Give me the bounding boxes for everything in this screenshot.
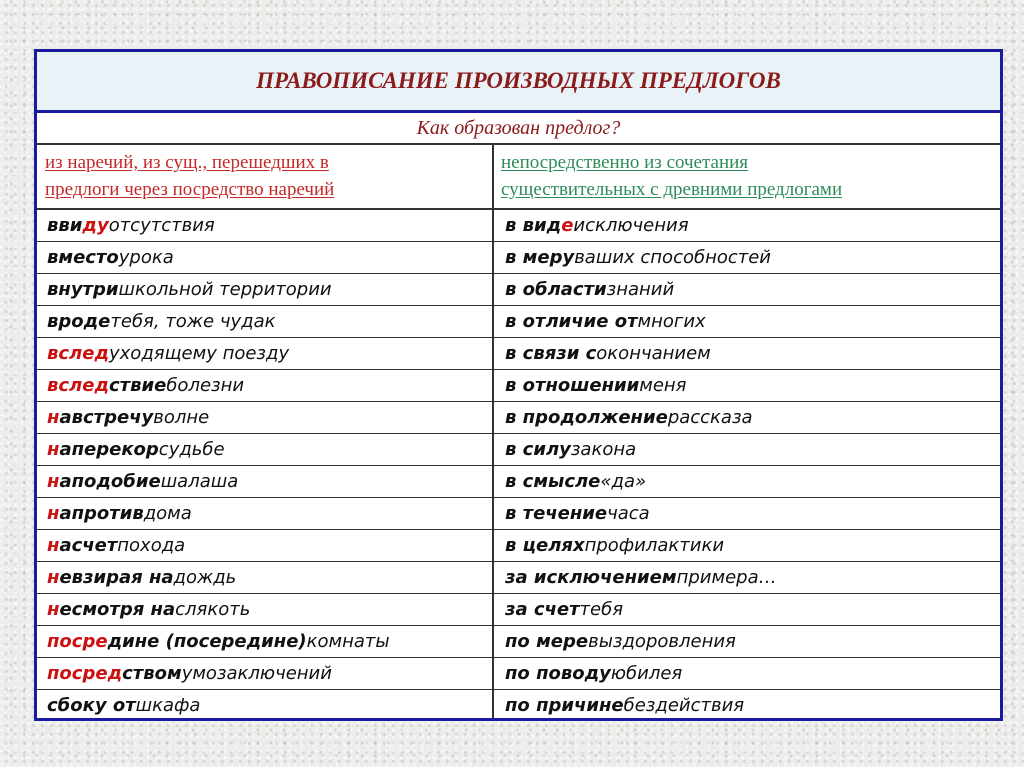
- preposition-cell-from-noun: [505, 402, 995, 433]
- page-title: ПРАВОПИСАНИЕ ПРОИЗВОДНЫХ ПРЕДЛОГОВ: [37, 52, 1000, 113]
- preposition-cell-from-adverb: [47, 274, 487, 305]
- example-text: меня: [639, 375, 687, 396]
- preposition-text: в отношении: [505, 375, 640, 396]
- preposition-text: дине (посередине): [107, 631, 307, 652]
- preposition-cell-from-noun: [505, 626, 995, 657]
- example-text: комнаты: [306, 631, 390, 652]
- preposition-text: в продолжение: [505, 407, 668, 428]
- preposition-cell-from-adverb: [47, 626, 487, 657]
- preposition-cell-from-noun: [505, 466, 995, 497]
- preposition-cell-from-adverb: [47, 498, 487, 529]
- table-row: [37, 498, 1000, 530]
- preposition-text: за исключением: [505, 567, 677, 588]
- preposition-cell-from-adverb: [47, 562, 487, 593]
- table-body: [37, 210, 1000, 722]
- preposition-text: в смысле: [505, 471, 601, 492]
- preposition-text: в вид: [505, 215, 562, 236]
- table-row: [37, 626, 1000, 658]
- example-text: выздоровления: [588, 631, 736, 652]
- example-text: примера…: [676, 567, 777, 588]
- table-row: [37, 370, 1000, 402]
- preposition-cell-from-adverb: [47, 210, 487, 241]
- example-text: «да»: [600, 471, 647, 492]
- preposition-cell-from-noun: [505, 370, 995, 401]
- example-text: тебя: [579, 599, 624, 620]
- preposition-cell-from-adverb: [47, 402, 487, 433]
- preposition-cell-from-noun: [505, 658, 995, 689]
- example-text: похода: [117, 535, 186, 556]
- table-row: [37, 274, 1000, 306]
- preposition-text: в целях: [505, 535, 585, 556]
- example-text: уходящему поезду: [109, 343, 290, 364]
- example-text: школьной территории: [118, 279, 332, 300]
- preposition-cell-from-adverb: [47, 434, 487, 465]
- column-header-line: существительных с древними предлогами: [501, 179, 843, 200]
- preposition-text: вви: [47, 215, 83, 236]
- preposition-cell-from-noun: [505, 530, 995, 561]
- example-text: судьбе: [158, 439, 225, 460]
- example-text: бездействия: [623, 695, 745, 716]
- example-text: волне: [153, 407, 210, 428]
- example-text: закона: [570, 439, 637, 460]
- example-text: ваших способностей: [574, 247, 772, 268]
- table-row: [37, 338, 1000, 370]
- preposition-text: аподобие: [59, 471, 161, 492]
- table-row: [37, 306, 1000, 338]
- preposition-text: ствие: [109, 375, 167, 396]
- column-header-line: предлоги через посредство наречий: [45, 179, 335, 200]
- example-text: исключения: [573, 215, 689, 236]
- preposition-cell-from-noun: [505, 562, 995, 593]
- table-row: [37, 594, 1000, 626]
- preposition-text: ством: [122, 663, 182, 684]
- preposition-text: н: [47, 439, 60, 460]
- preposition-cell-from-noun: [505, 594, 995, 625]
- preposition-cell-from-adverb: [47, 306, 487, 337]
- preposition-text: посре: [47, 631, 108, 652]
- column-header-from-nouns: [493, 145, 1000, 210]
- preposition-cell-from-noun: [505, 690, 995, 721]
- preposition-cell-from-noun: [505, 210, 995, 241]
- table-row: [37, 530, 1000, 562]
- table-row: [37, 690, 1000, 722]
- prepositions-table: [34, 49, 1003, 721]
- preposition-text: в отличие от: [505, 311, 638, 332]
- preposition-cell-from-adverb: [47, 338, 487, 369]
- preposition-text: евзирая на: [59, 567, 174, 588]
- example-text: профилактики: [584, 535, 725, 556]
- example-text: окончанием: [596, 343, 711, 364]
- preposition-text: вслед: [47, 375, 109, 396]
- preposition-cell-from-noun: [505, 338, 995, 369]
- preposition-text: е: [561, 215, 574, 236]
- example-text: тебя, тоже чудак: [110, 311, 276, 332]
- preposition-text: в связи с: [505, 343, 597, 364]
- preposition-text: по мере: [505, 631, 589, 652]
- preposition-cell-from-noun: [505, 434, 995, 465]
- table-subtitle: Как образован предлог?: [37, 113, 1000, 145]
- preposition-text: в силу: [505, 439, 571, 460]
- preposition-text: за счет: [505, 599, 580, 620]
- example-text: часа: [607, 503, 650, 524]
- preposition-text: вместо: [47, 247, 119, 268]
- preposition-text: австречу: [59, 407, 154, 428]
- table-row: [37, 466, 1000, 498]
- preposition-text: вроде: [47, 311, 111, 332]
- column-header-line: непосредственно из сочетания: [501, 152, 749, 173]
- preposition-cell-from-adverb: [47, 466, 487, 497]
- preposition-cell-from-noun: [505, 306, 995, 337]
- example-text: многих: [637, 311, 706, 332]
- example-text: шкафа: [135, 695, 201, 716]
- example-text: знаний: [606, 279, 675, 300]
- preposition-cell-from-noun: [505, 498, 995, 529]
- preposition-text: в меру: [505, 247, 575, 268]
- preposition-text: по причине: [505, 695, 624, 716]
- preposition-text: в течение: [505, 503, 608, 524]
- preposition-cell-from-adverb: [47, 594, 487, 625]
- example-text: дождь: [173, 567, 237, 588]
- preposition-cell-from-noun: [505, 274, 995, 305]
- example-text: слякоть: [175, 599, 251, 620]
- preposition-cell-from-adverb: [47, 242, 487, 273]
- preposition-text: апротив: [59, 503, 144, 524]
- preposition-cell-from-adverb: [47, 690, 487, 721]
- example-text: юбилея: [610, 663, 683, 684]
- preposition-text: у: [96, 215, 109, 236]
- example-text: урока: [118, 247, 174, 268]
- preposition-text: аперекор: [59, 439, 159, 460]
- table-row: [37, 210, 1000, 242]
- table-row: [37, 402, 1000, 434]
- preposition-text: асчет: [59, 535, 118, 556]
- table-row: [37, 242, 1000, 274]
- preposition-cell-from-noun: [505, 242, 995, 273]
- preposition-text: вслед: [47, 343, 109, 364]
- example-text: болезни: [166, 375, 245, 396]
- preposition-text: н: [47, 471, 60, 492]
- preposition-text: есмотря на: [59, 599, 176, 620]
- preposition-text: д: [82, 215, 97, 236]
- preposition-text: н: [47, 599, 60, 620]
- preposition-text: н: [47, 503, 60, 524]
- preposition-cell-from-adverb: [47, 658, 487, 689]
- preposition-text: н: [47, 407, 60, 428]
- example-text: шалаша: [160, 471, 239, 492]
- example-text: отсутствия: [108, 215, 215, 236]
- column-header-from-adverbs: [37, 145, 493, 210]
- example-text: рассказа: [667, 407, 753, 428]
- preposition-text: в области: [505, 279, 607, 300]
- table-row: [37, 434, 1000, 466]
- preposition-text: по поводу: [505, 663, 611, 684]
- example-text: дома: [143, 503, 192, 524]
- preposition-text: н: [47, 567, 60, 588]
- table-row: [37, 658, 1000, 690]
- preposition-cell-from-adverb: [47, 530, 487, 561]
- column-header-line: из наречий, из сущ., перешедших в: [45, 152, 329, 173]
- preposition-text: посред: [47, 663, 123, 684]
- example-text: умозаключений: [181, 663, 332, 684]
- preposition-text: внутри: [47, 279, 119, 300]
- preposition-cell-from-adverb: [47, 370, 487, 401]
- table-row: [37, 562, 1000, 594]
- preposition-text: н: [47, 535, 60, 556]
- preposition-text: сбоку от: [47, 695, 136, 716]
